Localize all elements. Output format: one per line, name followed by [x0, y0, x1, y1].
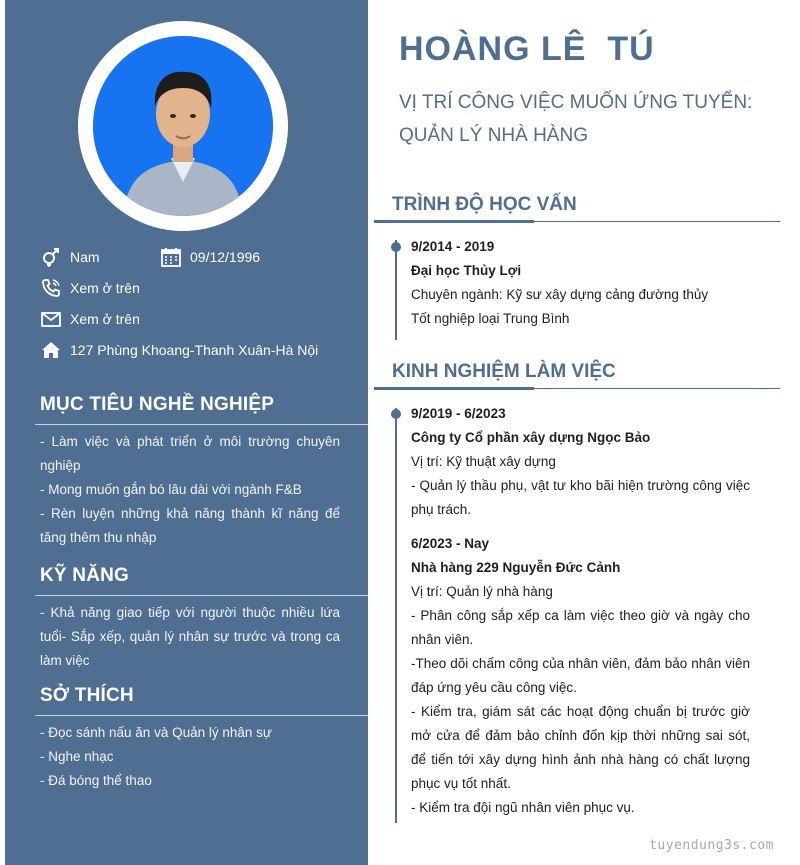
job-duty: - Kiểm tra đội ngũ nhân viên phục vụ.	[411, 800, 635, 815]
objective-item: - Làm việc và phát triển ở môi trường chuyên nghiệp	[40, 434, 340, 473]
education-period: 9/2014 - 2019	[411, 239, 495, 254]
avatar	[93, 36, 273, 216]
job-company: Công ty Cổ phần xây dựng Ngọc Bảo	[411, 430, 651, 445]
job-period: 9/2019 - 6/2023	[411, 406, 506, 421]
hobby-item: - Đọc sánh nấu ăn và Quản lý nhân sự	[40, 725, 272, 740]
phone-value: Xem ở trên	[70, 280, 140, 296]
hobby-item: - Đá bóng thể thao	[40, 773, 152, 788]
gender-row	[40, 246, 100, 268]
objective-list	[40, 430, 340, 550]
timeline-dot	[391, 409, 401, 419]
birthday-row	[160, 246, 260, 268]
watermark: tuyendung3s.com	[649, 838, 774, 853]
phone-icon	[40, 277, 62, 299]
job-duty: - Phân công sắp xếp ca làm việc theo giờ và ngày cho nhân viên.	[411, 608, 750, 647]
job-duty: - Quản lý thầu phụ, vật tư kho bãi hiện trường công việc phụ trách.	[411, 478, 750, 517]
education-timeline	[395, 240, 397, 340]
desired-position: VỊ TRÍ CÔNG VIỆC MUỐN ỨNG TUYỂN: QUẢN LÝ NHÀ HÀNG	[399, 92, 753, 146]
hobbies-title: SỞ THÍCH	[40, 685, 134, 706]
education-divider	[374, 221, 780, 222]
timeline-dot	[391, 242, 401, 252]
gender-value: Nam	[70, 249, 100, 265]
education-title: TRÌNH ĐỘ HỌC VẤN	[392, 194, 577, 215]
skills-list	[40, 601, 340, 673]
job-period: 6/2023 - Nay	[411, 536, 490, 551]
job-role: Vị trí: Quản lý nhà hàng	[411, 584, 553, 599]
mail-icon	[40, 308, 62, 330]
education-grade: Tốt nghiệp loại Trung Bình	[411, 311, 570, 326]
gender-icon	[40, 246, 62, 268]
education-major: Chuyên ngành: Kỹ sư xây dựng cảng đường thủy	[411, 287, 709, 302]
education-entry	[411, 235, 750, 331]
job-entry	[411, 532, 750, 820]
hobbies-list	[40, 721, 340, 793]
skills-title: KỸ NĂNG	[40, 565, 130, 586]
experience-title: KINH NGHIỆM LÀM VIỆC	[392, 361, 616, 382]
phone-row	[40, 277, 140, 299]
hobbies-divider	[35, 715, 368, 716]
address-value: 127 Phùng Khoang-Thanh Xuân-Hà Nội	[70, 342, 319, 358]
job-role: Vị trí: Kỹ thuật xây dựng	[411, 454, 556, 469]
email-row	[40, 308, 140, 330]
objective-item: - Rèn luyện những khả năng thành kĩ năng để tăng thêm thu nhập	[40, 506, 340, 545]
job-entry	[411, 402, 750, 522]
skills-divider	[35, 595, 368, 596]
objective-title: MỤC TIÊU NGHỀ NGHIỆP	[40, 394, 275, 415]
hobby-item: - Nghe nhạc	[40, 749, 114, 764]
experience-divider	[374, 388, 780, 389]
job-company: Nhà hàng 229 Nguyễn Đức Cảnh	[411, 560, 621, 575]
portrait-photo	[93, 36, 273, 216]
avatar-frame	[78, 21, 288, 231]
email-value: Xem ở trên	[70, 311, 140, 327]
skills-item: - Khả năng giao tiếp với người thuộc nhiều lứa tuổi- Sắp xếp, quản lý nhân sự trước và trong ca làm việc	[40, 605, 340, 668]
home-icon	[40, 339, 62, 361]
calendar-icon	[160, 246, 182, 268]
objective-item: - Mong muốn gắn bó lâu dài với ngành F&B	[40, 482, 302, 497]
birthday-value: 09/12/1996	[190, 249, 261, 265]
objective-divider	[35, 424, 368, 425]
sidebar	[5, 0, 368, 865]
education-school: Đại học Thủy Lợi	[411, 263, 522, 278]
job-duty: - Kiểm tra, giám sát các hoạt động chuẩn bị trước giờ mở cửa để đảm bảo chỉnh đốn kịp thời những sai sót, để tiến tới xây dựng hình ảnh nhà hàng có chất lượng phục vụ tốt nhất.	[411, 704, 750, 791]
address-row	[40, 339, 318, 361]
candidate-name: HOÀNG LÊ TÚ	[399, 30, 655, 68]
job-duty: -Theo dõi chấm công của nhân viên, đảm bảo nhân viên đáp ứng yêu cầu công việc.	[411, 656, 750, 695]
experience-timeline	[395, 408, 397, 823]
